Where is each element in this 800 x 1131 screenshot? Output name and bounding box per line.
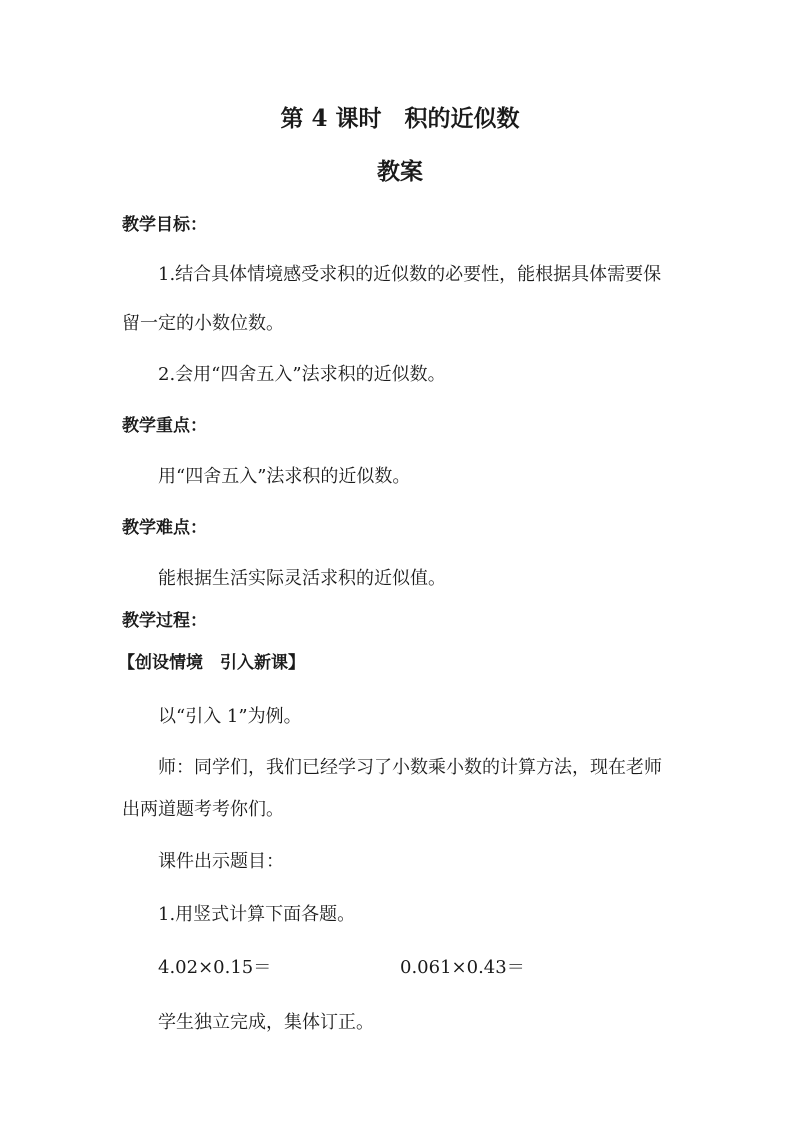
- intro-example: 以“引入 1”为例。: [158, 706, 302, 727]
- teacher-line-2: 出两道题考考你们。: [122, 799, 284, 820]
- expression-1: 4.02×0.15＝: [158, 957, 272, 978]
- task-1: 1.用竖式计算下面各题。: [158, 904, 356, 925]
- objectives-heading: 教学目标：: [122, 215, 207, 235]
- objective-1-line-2: 留一定的小数位数。: [122, 313, 284, 334]
- courseware-text: 课件出示题目：: [158, 851, 284, 872]
- key-points-heading: 教学重点：: [122, 416, 207, 436]
- lesson-title: 第 4 课时 积的近似数: [280, 105, 520, 132]
- objective-2: 2.会用“四舍五入”法求积的近似数。: [158, 364, 446, 385]
- difficulty-text: 能根据生活实际灵活求积的近似值。: [158, 568, 446, 589]
- stage-1-heading: 【创设情境 引入新课】: [118, 653, 305, 673]
- objective-1-line-1: 1.结合具体情境感受求积的近似数的必要性，能根据具体需要保: [158, 264, 662, 285]
- difficulty-heading: 教学难点：: [122, 518, 207, 538]
- key-points-text: 用“四舍五入”法求积的近似数。: [158, 466, 411, 487]
- students-text: 学生独立完成，集体订正。: [158, 1012, 374, 1033]
- process-heading: 教学过程：: [122, 611, 207, 631]
- expression-2: 0.061×0.43＝: [400, 957, 525, 978]
- lesson-subtitle: 教案: [377, 158, 423, 185]
- teacher-line-1: 师：同学们，我们已经学习了小数乘小数的计算方法，现在老师: [158, 757, 662, 778]
